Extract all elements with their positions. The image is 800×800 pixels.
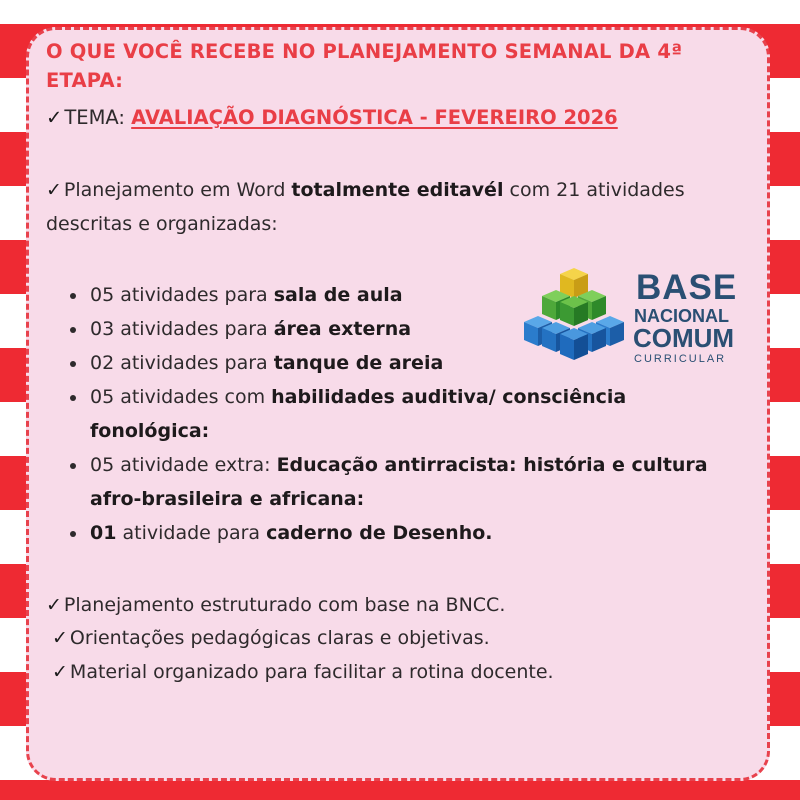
footer-item-orientacoes <box>52 627 490 649</box>
intro-bold-text: totalmente editavél <box>291 179 504 201</box>
checkmark-icon: ✓ <box>46 179 62 201</box>
intro-text: Planejamento em Word <box>63 179 292 201</box>
activity-text: atividade para <box>116 522 267 544</box>
logo-text-base: BASE <box>636 268 738 307</box>
tema-line <box>46 106 618 129</box>
activity-bold: Educação antirracista: história e cultura afro-brasileira e africana: <box>90 454 708 510</box>
activity-bold: habilidades auditiva/ consciência fonológica: <box>90 386 627 442</box>
list-item <box>62 448 740 516</box>
page-title: O QUE VOCÊ RECEBE NO PLANEJAMENTO SEMANAL DA 4ª ETAPA: <box>46 40 683 92</box>
activity-text: 02 atividades para <box>90 352 274 374</box>
tema-label: TEMA: <box>64 106 132 129</box>
checkmark-icon: ✓ <box>46 594 62 616</box>
list-item <box>62 312 510 346</box>
activity-bold: caderno de Desenho. <box>266 522 493 544</box>
logo-text-nacional: NACIONAL <box>634 306 729 326</box>
activity-bold: área externa <box>273 318 412 340</box>
checkmark-icon: ✓ <box>52 627 68 649</box>
checkmark-icon: ✓ <box>52 661 68 683</box>
logo-text-comum: COMUM <box>633 323 735 353</box>
activity-bold: tanque de areia <box>273 352 444 374</box>
tema-value: AVALIAÇÃO DIAGNÓSTICA - FEVEREIRO 2026 <box>131 106 618 129</box>
activity-text: 05 atividades para <box>90 284 274 306</box>
footer-item-bncc <box>46 594 505 616</box>
footer-text: Material organizado para facilitar a rotina docente. <box>69 661 554 683</box>
footer-text: Orientações pedagógicas claras e objetivas. <box>69 627 490 649</box>
list-item <box>62 278 510 312</box>
checkmark-icon: ✓ <box>46 106 63 129</box>
activity-text: 05 atividades com <box>90 386 272 408</box>
intro-text-end: com 21 atividades descritas e organizadas: <box>46 179 685 235</box>
activity-text: 05 atividade extra: <box>90 454 277 476</box>
list-item <box>62 346 510 380</box>
intro-paragraph <box>46 173 736 241</box>
footer-item-material <box>52 661 554 683</box>
list-item <box>62 380 650 448</box>
activity-bold: sala de aula <box>273 284 403 306</box>
logo-text-curricular: CURRICULAR <box>634 353 727 365</box>
activity-text: 03 atividades para <box>90 318 274 340</box>
footer-text: Planejamento estruturado com base na BNCC. <box>63 594 506 616</box>
list-item <box>62 516 650 550</box>
activity-bold-lead: 01 <box>90 522 117 544</box>
